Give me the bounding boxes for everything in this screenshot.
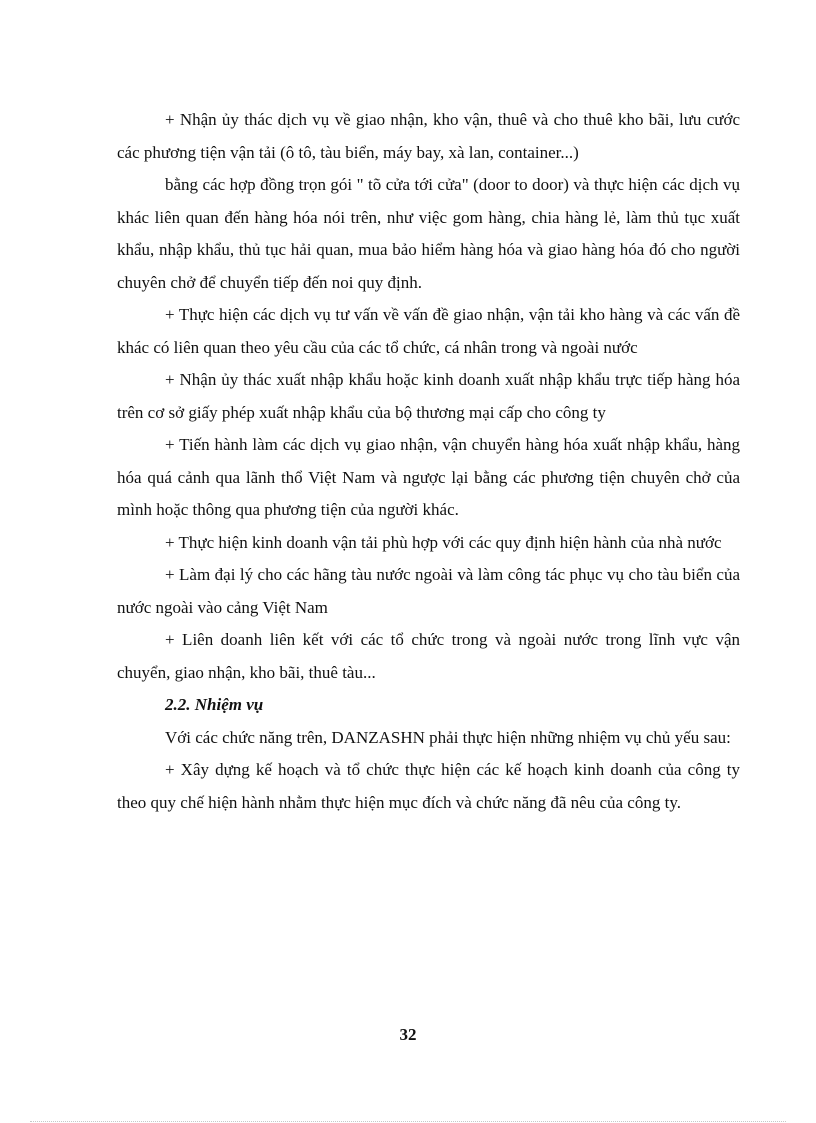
paragraph-door-to-door: bằng các hợp đồng trọn gói " tõ cửa tới cửa" (door to door) và thực hiện các dịch vụ khác liên quan đến hàng hóa nói trên, như việc gom hàng, chia hàng lẻ, làm thủ tục xuất khẩu, nhập khẩu, thủ tục hải quan, mua bảo hiểm hàng hóa và giao hàng hóa đó cho người chuyên chở để chuyển tiếp đến noi quy định. [117, 175, 740, 292]
paragraph-shipping-agent: + Làm đại lý cho các hãng tàu nước ngoài và làm công tác phục vụ cho tàu biển của nước ngoài vào cảng Việt Nam [117, 565, 740, 617]
page-number: 32 [399, 1025, 417, 1044]
paragraph-transport-business: + Thực hiện kinh doanh vận tải phù hợp với các quy định hiện hành của nhà nước [165, 532, 722, 552]
footer-divider [30, 1121, 786, 1122]
paragraph-duties-intro: Với các chức năng trên, DANZASHN phải thực hiện những nhiệm vụ chủ yếu sau: [165, 727, 731, 747]
paragraph-consulting-services: + Thực hiện các dịch vụ tư vấn về vấn đề giao nhận, vận tải kho hàng và các vấn đề khác có liên quan theo yêu cầu của các tổ chức, cá nhân trong và ngoài nước [117, 305, 740, 357]
paragraph-import-export-trust: + Nhận ủy thác xuất nhập khẩu hoặc kinh doanh xuất nhập khẩu trực tiếp hàng hóa trên cơ sở giấy phép xuất nhập khẩu của bộ thương mại cấp cho công ty [117, 370, 740, 422]
section-heading: 2.2. Nhiệm vụ [165, 695, 264, 714]
paragraph-business-plan: + Xây dựng kế hoạch và tổ chức thực hiện các kế hoạch kinh doanh của công ty theo quy chế hiện hành nhằm thực hiện mục đích và chức năng đã nêu của công ty. [117, 760, 740, 812]
document-body [117, 104, 740, 819]
paragraph-consignment-services: + Nhận ủy thác dịch vụ về giao nhận, kho vận, thuê và cho thuê kho bãi, lưu cước các phương tiện vận tải (ô tô, tàu biển, máy bay, xà lan, container...) [117, 110, 740, 162]
paragraph-transport-services: + Tiến hành làm các dịch vụ giao nhận, vận chuyển hàng hóa xuất nhập khẩu, hàng hóa quá cảnh qua lãnh thổ Việt Nam và ngược lại bằng các phương tiện chuyên chở của mình hoặc thông qua phương tiện của người khác. [117, 435, 740, 519]
paragraph-joint-venture: + Liên doanh liên kết với các tổ chức trong và ngoài nước trong lĩnh vực vận chuyển, giao nhận, kho bãi, thuê tàu... [117, 630, 740, 682]
